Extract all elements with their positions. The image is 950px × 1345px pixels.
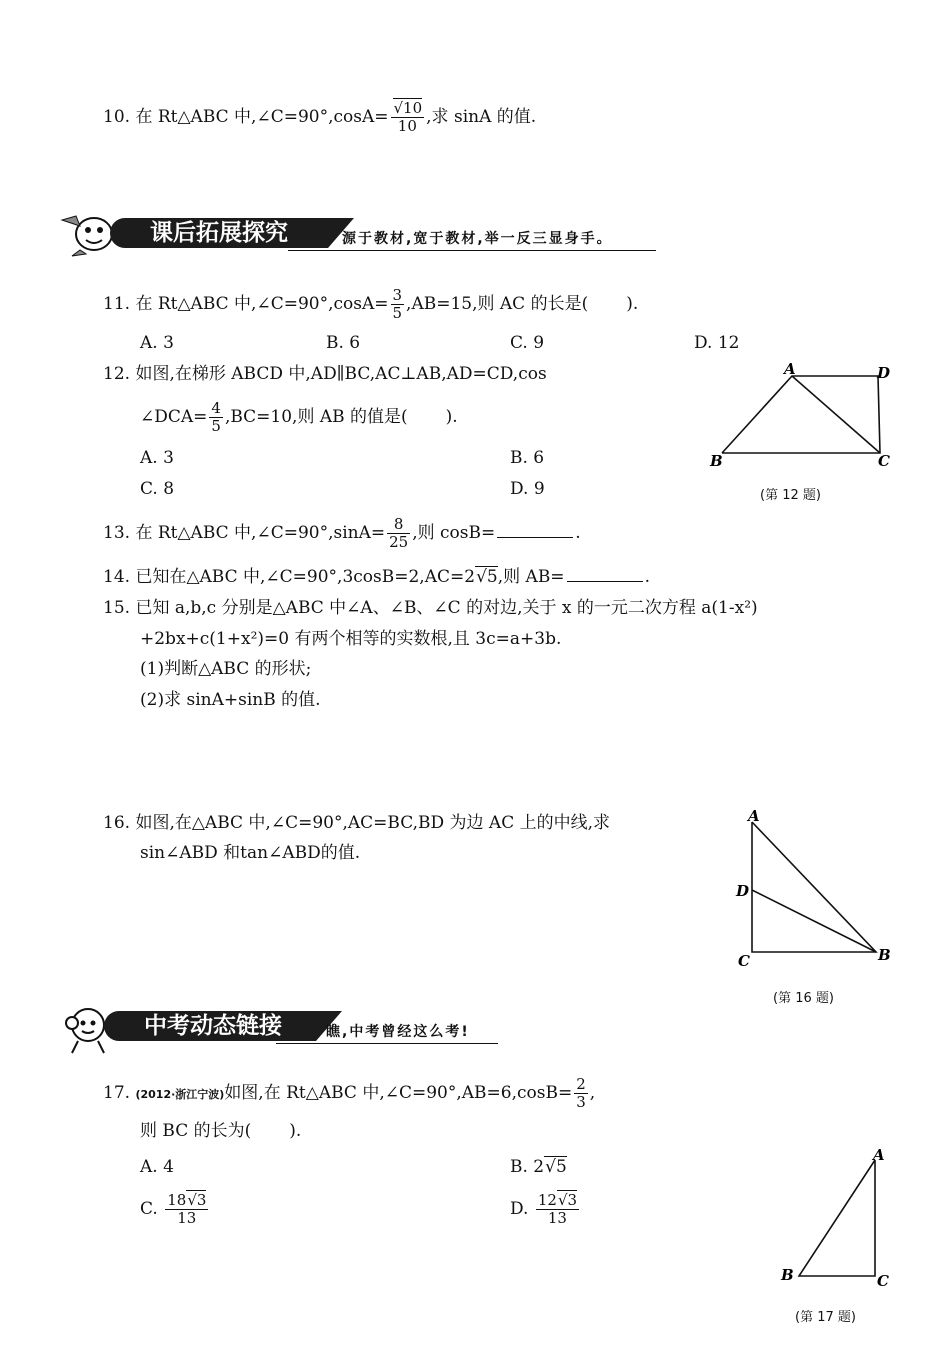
figure-caption: (第 12 题)	[760, 488, 821, 503]
banner-subtitle: 源于教材,宽于教材,举一反三显身手。	[342, 231, 613, 247]
question-15-line2: +2bx+c(1+x²)=0 有两个相等的实数根,且 3c=a+3b.	[140, 629, 562, 649]
vertex-label: A	[873, 1146, 885, 1164]
vertex-label: C	[877, 1272, 889, 1290]
option-c: C. 9	[510, 333, 545, 353]
option-b: B. 6	[326, 333, 361, 353]
question-number: 14.	[103, 567, 131, 587]
option-b: B. 2√5	[510, 1157, 567, 1177]
banner-underline	[276, 1043, 498, 1044]
question-12	[103, 363, 547, 385]
option-a: A. 3	[140, 448, 174, 468]
question-close: ).	[626, 294, 639, 314]
question-15-part1: (1)判断△ABC 的形状;	[140, 659, 312, 679]
figure-16-triangle	[730, 808, 900, 978]
vertex-label: B	[878, 946, 891, 964]
option-d: D. $\frac{12√3}{13}$	[510, 1191, 578, 1227]
option-a: A. 4	[140, 1157, 174, 1177]
vertex-label: B	[781, 1266, 794, 1284]
sqrt-radical: √5	[476, 567, 498, 587]
fraction: $\frac{2}{3}$	[576, 1075, 586, 1111]
fraction: $\frac{√10}{10}$	[391, 100, 425, 135]
vertex-label: C	[738, 952, 750, 970]
question-17-line2: 则 BC 的长为( ).	[140, 1121, 302, 1141]
option-c: C. 8	[140, 479, 175, 499]
figure-caption: (第 17 题)	[795, 1310, 856, 1325]
vertex-label: A	[784, 360, 796, 378]
section-banner-extension	[58, 210, 658, 254]
banner-underline	[288, 250, 656, 251]
question-text: 如图,在梯形 ABCD 中,AD∥BC,AC⊥AB,AD=CD,cos	[135, 364, 547, 384]
figure-12-trapezoid	[700, 358, 900, 478]
option-d: D. 12	[694, 333, 740, 353]
question-16: 16. 如图,在△ABC 中,∠C=90°,AC=BC,BD 为边 AC 上的中线,求	[103, 813, 611, 833]
fraction: $\frac{12√3}{13}$	[537, 1191, 578, 1227]
vertex-label: B	[710, 452, 723, 470]
question-text: 在 Rt△ABC 中,∠C=90°,cosA=	[135, 294, 389, 314]
question-11	[103, 287, 638, 322]
question-number: 17.	[103, 1083, 131, 1103]
question-text: ,求 sinA 的值.	[426, 107, 537, 127]
exam-source: (2012·浙江宁波)	[135, 1088, 225, 1101]
question-10	[103, 100, 536, 135]
question-number: 11.	[103, 294, 131, 314]
figure-17-triangle	[775, 1146, 895, 1296]
question-number: 12.	[103, 364, 131, 384]
question-15-part2: (2)求 sinA+sinB 的值.	[140, 690, 321, 710]
vertex-label: C	[878, 452, 890, 470]
banner-subtitle: 瞧,中考曾经这么考!	[326, 1024, 470, 1040]
answer-blank	[567, 567, 643, 582]
option-d: D. 9	[510, 479, 545, 499]
question-number: 16.	[103, 813, 131, 833]
question-number: 15.	[103, 598, 131, 618]
question-13: 13. 在 Rt△ABC 中,∠C=90°,sinA= $\frac{8}{25}$ ,则 cosB= .	[103, 515, 581, 551]
fraction: $\frac{18√3}{13}$	[167, 1191, 207, 1227]
vertex-label: D	[736, 882, 750, 900]
question-number: 13.	[103, 523, 131, 543]
option-a: A. 3	[140, 333, 174, 353]
banner-title: 课后拓展探究	[110, 218, 328, 248]
fraction: $\frac{8}{25}$	[389, 515, 409, 551]
option-b: B. 6	[510, 448, 545, 468]
question-12-line2: ∠DCA= $\frac{4}{5}$ ,BC=10,则 AB 的值是( ).	[140, 399, 458, 435]
question-17: 17. (2012·浙江宁波)如图,在 Rt△ABC 中,∠C=90°,AB=6,cosB= $\frac{2}{3}$ ,	[103, 1075, 596, 1111]
banner-title: 中考动态链接	[104, 1011, 316, 1041]
question-16-line2: sin∠ABD 和tan∠ABD的值.	[140, 843, 361, 863]
question-14: 14. 已知在△ABC 中,∠C=90°,3cosB=2,AC=2√5,则 AB= .	[103, 567, 650, 587]
question-text: 在 Rt△ABC 中,∠C=90°,cosA=	[135, 107, 389, 127]
answer-blank	[497, 523, 573, 538]
figure-caption: (第 16 题)	[773, 991, 834, 1006]
vertex-label: D	[877, 364, 891, 382]
question-number: 10.	[103, 107, 131, 127]
fraction: $\frac{4}{5}$	[211, 399, 221, 435]
option-c: C. $\frac{18√3}{13}$	[140, 1191, 207, 1227]
question-text: ,AB=15,则 AC 的长是(	[406, 294, 589, 314]
section-banner-exam	[58, 1003, 518, 1047]
vertex-label: A	[748, 808, 760, 825]
question-15: 15. 已知 a,b,c 分别是△ABC 中∠A、∠B、∠C 的对边,关于 x 的一元二次方程 a(1-x²)	[103, 598, 758, 618]
fraction: $\frac{3}{5}$	[392, 286, 403, 322]
